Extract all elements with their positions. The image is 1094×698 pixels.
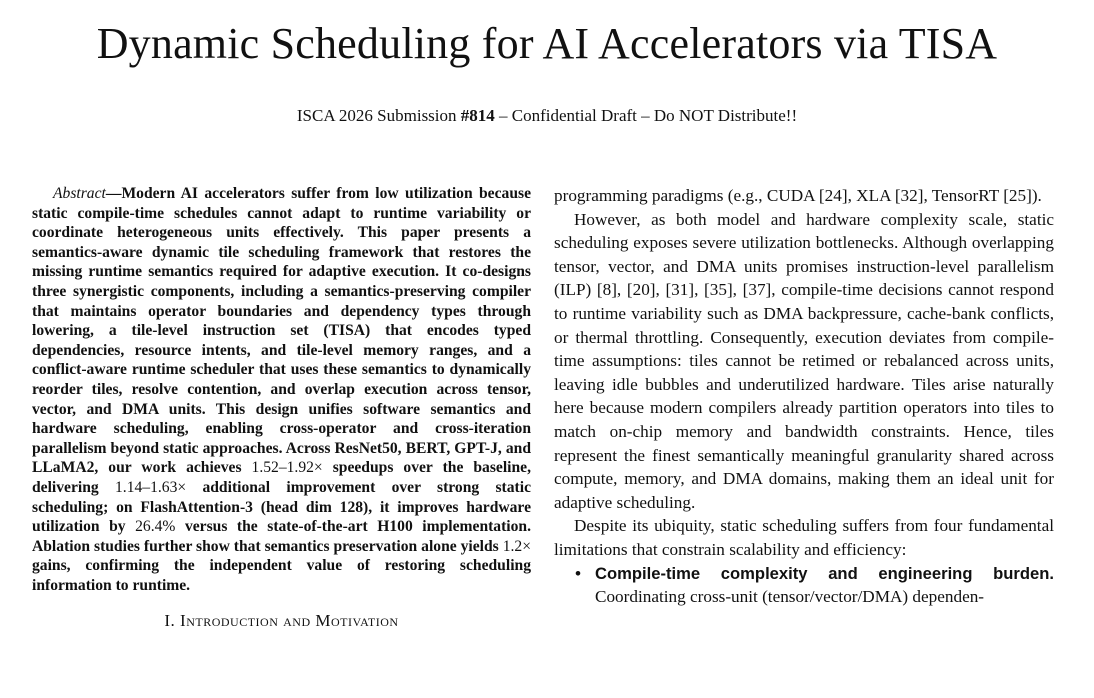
abstract-gain: 1.2×	[502, 537, 531, 555]
section-heading-introduction: I. Introduction and Motivation	[164, 611, 399, 631]
submission-line	[0, 104, 1094, 128]
right-column	[554, 184, 1054, 609]
abstract-text-4: versus the state-of-the-art H100 implementation. Ablation studies further show that semantics preservation alone yields	[32, 518, 531, 555]
abstract-text-3: additional improvement over strong static scheduling; on FlashAttention-3 (head dim 128), it improves hardware utilization by	[32, 478, 531, 536]
submission-suffix: – Confidential Draft – Do NOT Distribute!!	[494, 106, 798, 125]
intro-paragraph-3: Despite its ubiquity, static scheduling suffers from four fundamental limitations that constrain scalability and efficiency:	[554, 516, 1054, 559]
bullet-marker: •	[575, 563, 582, 583]
abstract-text-2: speedups over the baseline, delivering	[32, 459, 531, 496]
abstract-improvement: 1.14–1.63×	[115, 478, 187, 496]
abstract-text-5: gains, confirming the independent value of restoring scheduling information to runtime.	[32, 557, 531, 594]
paper-title: Dynamic Scheduling for AI Accelerators via TISA	[96, 19, 998, 68]
abstract-label: Abstract	[53, 185, 106, 202]
intro-paragraph-1: programming paradigms (e.g., CUDA [24], XLA [32], TensorRT [25]).	[554, 186, 1042, 205]
intro-paragraph-2: However, as both model and hardware complexity scale, static scheduling exposes severe utilization bottlenecks. Although overlapping tensor, vector, and DMA units promises instruction-level parallelism (ILP) [8], [20], [31], [35], [37], compile-time decisions cannot respond to runtime variability such as DMA backpressure, cache-bank conflicts, or thermal throttling. Consequently, execution deviates from compile-time assumptions: tiles cannot be retimed or rebalanced across units, leaving idle bubbles and underutilized hardware. Tiles arise naturally here because modern compilers already partition operators into tiles to match on-chip memory and bandwidth constraints. Hence, tiles represent the finest semantically meaningful granularity shared across compute, memory, and DMA domains, making them an ideal unit for adaptive scheduling.	[554, 209, 1054, 512]
left-column	[32, 184, 531, 633]
abstract-text-1: —Modern AI accelerators suffer from low utilization because static compile-time schedules cannot adapt to runtime variability or coordinate heterogeneous units effectively. This paper presents a semantics-aware dynamic tile scheduling framework that restores the missing runtime semantics required for adaptive execution. It co-designs three synergistic components, including a semantics-preserving compiler that maintains operator boundaries and dependency types through lowering, a tile-level instruction set (TISA) that encodes typed dependencies, resource intents, and tile-level memory ranges, and a conflict-aware runtime scheduler that uses these semantics to dynamically reorder tiles, resolve contention, and overlap execution across tensor, vector, and DMA units. This design unifies software semantics and hardware scheduling, enabling cross-operator and cross-iteration parallelism beyond static approaches. Across ResNet50, BERT, GPT-J, and LLaMA2, our work achieves	[32, 185, 531, 477]
bullet-text: Coordinating cross-unit (tensor/vector/DMA) dependen-	[595, 587, 985, 607]
abstract-utilization: 26.4%	[135, 518, 176, 536]
bullet-heading: Compile-time complexity and engineering burden.	[595, 563, 1054, 583]
abstract	[32, 184, 531, 595]
submission-number: #814	[460, 106, 495, 125]
limitation-bullet-1	[554, 562, 1054, 609]
abstract-speedup: 1.52–1.92×	[251, 459, 323, 477]
submission-prefix: ISCA 2026 Submission	[296, 106, 461, 125]
